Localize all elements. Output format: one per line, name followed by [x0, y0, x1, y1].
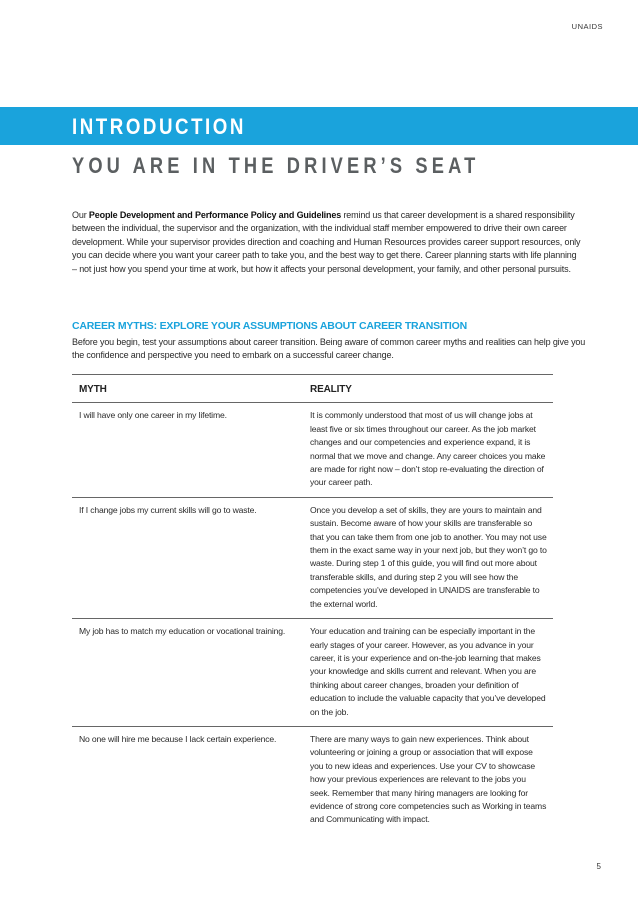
policy-title: People Development and Performance Policy and Guidelines [88, 210, 342, 220]
header-org-label: UNAIDS [571, 22, 603, 31]
myths-heading: CAREER MYTHS: EXPLORE YOUR ASSUMPTIONS ABOUT CAREER TRANSITION [72, 320, 467, 332]
reality-cell: Your education and training can be especially important in the early stages of your career. However, as you advance in your career, it is your experience and on-the-job learning that makes your knowledge and skills current and relevant. When you are thinking about career changes, broaden your definition of education to include the valuable capacity that you’ve developed on the job. [303, 619, 553, 727]
table-header-row [72, 375, 553, 403]
reality-cell: Once you develop a set of skills, they are yours to maintain and sustain. Become aware of how your skills are transferable so that you can take them from one job to another. You may not use them in the exact same way in your next job, but they won’t go to waste. During step 1 of this guide, you will find out more about transferable skills, and during step 2 you will see how the competencies you’ve developed in UNAIDS are transferable to the external world. [303, 497, 553, 618]
reality-cell: There are many ways to gain new experiences. Think about volunteering or joining a group or association that will expose you to new ideas and experiences. Use your CV to showcase how your previous experiences are relevant to the jobs you seek. Remember that many hiring managers are looking for evidence of strong core competencies such as Working in teams and Communicating with impact. [310, 733, 547, 825]
reality-cell: It is commonly understood that most of us will change jobs at least five or six times throughout our career. As the job market changes and our competencies and experience expand, it is normal that we move and change. Any career choices you make are made for right now – don’t stop re-evaluating the direction of your career path. [303, 403, 553, 497]
myth-cell: If I change jobs my current skills will go to waste. [72, 497, 303, 618]
column-header-myth: MYTH [72, 375, 303, 403]
table-row [72, 403, 553, 497]
myth-cell: I will have only one career in my lifetime. [72, 403, 303, 497]
myth-cell: My job has to match my education or vocational training. [72, 619, 303, 727]
table-row [72, 497, 553, 618]
page-title: INTRODUCTION [72, 114, 246, 139]
page-subtitle: YOU ARE IN THE DRIVER’S SEAT [72, 153, 480, 178]
page-number: 5 [596, 862, 601, 871]
table-row [72, 726, 553, 833]
table-row [72, 619, 553, 727]
column-header-reality: REALITY [303, 375, 553, 403]
intro-prefix: Our [72, 210, 89, 220]
myths-table [72, 374, 553, 834]
intro-paragraph [72, 209, 582, 276]
myths-intro: Before you begin, test your assumptions about career transition. Being aware of common career myths and realities can help give you the confidence and perspective you need to embark on a successful career change. [72, 337, 586, 361]
intro-text: remind us that career development is a shared responsibility between the individual, the supervisor and the organization, with the individual staff member empowered to drive their own career development. While your supervisor provides direction and coaching and Human Resources provides career support resources, only you can decide where you want your career path to take you, and the best way to get there. Career planning starts with life planning – not just how you spend your time at work, but how it affects your personal development, your family, and other personal pursuits. [72, 210, 581, 274]
myth-cell: No one will hire me because I lack certain experience. [79, 733, 277, 744]
